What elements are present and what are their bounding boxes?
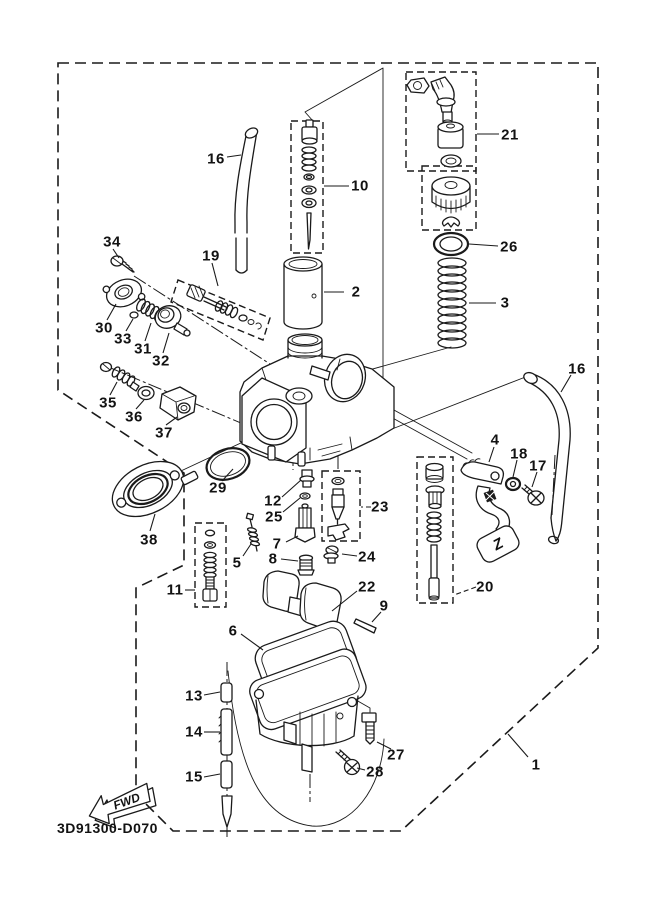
part-10-needle-set: [302, 120, 317, 249]
callout-1: 1: [531, 756, 541, 774]
part-33-oring: [130, 312, 138, 318]
callout-20: 20: [476, 578, 494, 596]
callout-8: 8: [268, 550, 278, 568]
part-13-tube: [221, 683, 232, 702]
part-37-bracket: [160, 387, 196, 420]
callout-23: 23: [371, 498, 389, 516]
callout-3: 3: [500, 294, 510, 312]
callout-26: 26: [500, 238, 518, 256]
part-code: 3D91300-D070: [57, 820, 158, 836]
part-14-tube: [219, 709, 232, 755]
callout-25: 25: [265, 508, 283, 526]
part-2-throttle-valve: [284, 257, 322, 329]
callout-30: 30: [95, 319, 113, 337]
callout-32: 32: [152, 352, 170, 370]
part-3-spring: [438, 258, 466, 348]
part-17-screw: [522, 485, 544, 505]
part-20-jet-set: [426, 464, 444, 601]
part-11-pilot-jet-set: [203, 530, 217, 601]
callout-29: 29: [209, 479, 227, 497]
callout-13: 13: [185, 687, 203, 705]
part-4-starter-lever: [461, 459, 522, 565]
callout-21: 21: [501, 126, 519, 144]
part-21-top-cap-set: [407, 77, 470, 227]
callout-14: 14: [185, 723, 203, 741]
callout-2: 2: [351, 283, 361, 301]
part-16-breather-tube-left: [235, 126, 259, 273]
part-12-needle-jet: [300, 470, 314, 487]
callout-36: 36: [125, 408, 143, 426]
part-28-drain-screw: [336, 750, 360, 775]
part-27-bolt: [356, 700, 376, 744]
part-25-oring: [300, 493, 310, 499]
callout-4: 4: [490, 431, 500, 449]
callout-12: 12: [264, 492, 282, 510]
part-18-washer: [506, 478, 520, 490]
callout-16: 16: [568, 360, 586, 378]
part-19-stop-screw-set: [186, 284, 261, 329]
fwd-label: FWD: [111, 790, 142, 813]
callout-38: 38: [140, 531, 158, 549]
callout-7: 7: [272, 535, 282, 553]
part-26-washer: [434, 233, 468, 255]
callout-31: 31: [134, 340, 152, 358]
callout-22: 22: [358, 578, 376, 596]
callout-18: 18: [510, 445, 528, 463]
part-35-pilot-screw: [101, 363, 140, 392]
part-24-screw: [324, 546, 338, 563]
part-23-float-valve-set: [328, 478, 349, 541]
callout-11: 11: [166, 581, 184, 599]
callout-10: 10: [351, 177, 369, 195]
callout-5: 5: [232, 554, 242, 572]
callout-16: 16: [207, 150, 225, 168]
callout-6: 6: [228, 622, 238, 640]
callout-34: 34: [103, 233, 121, 251]
callout-28: 28: [366, 763, 384, 781]
part-36-washer: [138, 387, 154, 400]
part-34-screw: [111, 256, 134, 272]
callout-9: 9: [379, 597, 389, 615]
callout-37: 37: [155, 424, 173, 442]
callout-27: 27: [387, 746, 405, 764]
callout-15: 15: [185, 768, 203, 786]
part-38-manifold-flange: [103, 445, 203, 528]
lever-flag-glyph: Z: [490, 534, 507, 555]
part-5-needle-valve-jet: [246, 513, 259, 551]
part-22-float: [263, 571, 341, 629]
callout-19: 19: [202, 247, 220, 265]
callout-24: 24: [358, 548, 376, 566]
callout-17: 17: [529, 457, 547, 475]
callout-35: 35: [99, 394, 117, 412]
carburetor-body: [240, 334, 394, 466]
part-8-main-jet: [298, 555, 314, 575]
callout-33: 33: [114, 330, 132, 348]
